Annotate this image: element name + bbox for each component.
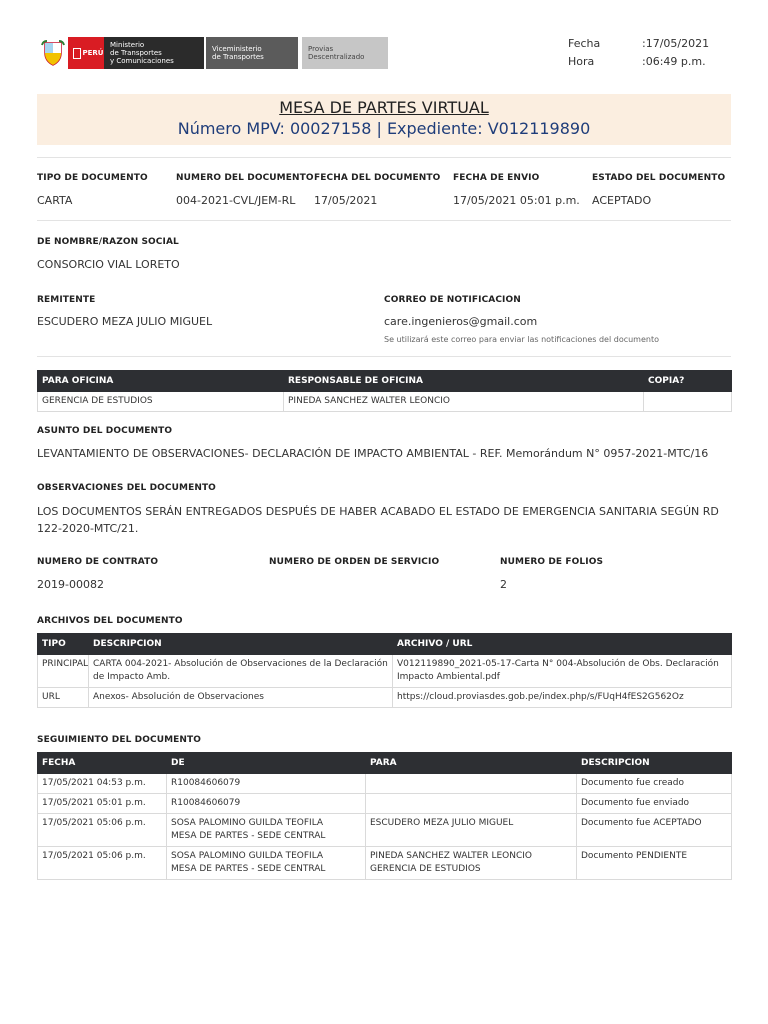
flag-icon [73, 48, 81, 59]
table-row [38, 794, 732, 814]
provias-block [302, 37, 388, 69]
peru-brand-block [68, 37, 104, 69]
page-subtitle: Número MPV: 00027158 | Expediente: V012119890 [177, 119, 591, 138]
estado-label: ESTADO DEL DOCUMENTO [592, 173, 726, 183]
estado-value: ACEPTADO [592, 194, 652, 207]
correo-note: Se utilizará este correo para enviar las notificaciones del documento [384, 335, 659, 344]
descripcion-cell: CARTA 004-2021- Absolución de Observaciones de la Declaración de Impacto Amb. [89, 655, 393, 688]
para-cell [366, 794, 577, 814]
responsable-cell: PINEDA SANCHEZ WALTER LEONCIO [284, 392, 644, 412]
fecha-cell: 17/05/2021 05:06 p.m. [38, 814, 167, 847]
divider [37, 220, 731, 221]
government-logo-bar [41, 37, 388, 69]
para-cell: PINEDA SANCHEZ WALTER LEONCIO GERENCIA DE ESTUDIOS [366, 847, 577, 880]
folios-value: 2 [500, 578, 507, 591]
copia-header: COPIA? [644, 371, 732, 392]
archivos-table [37, 633, 732, 708]
contrato-label: NUMERO DE CONTRATO [37, 557, 159, 567]
hora-header-label: Hora [568, 55, 595, 68]
seguimiento-label: SEGUIMIENTO DEL DOCUMENTO [37, 735, 202, 745]
archivos-label: ARCHIVOS DEL DOCUMENTO [37, 616, 183, 626]
para-cell [366, 774, 577, 794]
razon-social-value: CONSORCIO VIAL LORETO [37, 258, 180, 271]
descripcion-cell: Documento fue ACEPTADO [577, 814, 732, 847]
table-row [38, 847, 732, 880]
table-row [38, 814, 732, 847]
fecha-cell: 17/05/2021 05:01 p.m. [38, 794, 167, 814]
correo-label: CORREO DE NOTIFICACION [384, 295, 521, 305]
archivo-link[interactable]: V012119890_2021-05-17-Carta N° 004-Absolución de Obs. Declaración Impacto Ambiental.pdf [393, 655, 732, 688]
title-banner [37, 94, 731, 145]
fecha-doc-value: 17/05/2021 [314, 194, 378, 207]
table-row [38, 774, 732, 794]
ministry-block [104, 37, 204, 69]
archivo-header: ARCHIVO / URL [393, 634, 732, 655]
folios-label: NUMERO DE FOLIOS [500, 557, 604, 567]
descripcion-cell: Documento PENDIENTE [577, 847, 732, 880]
razon-social-label: DE NOMBRE/RAZON SOCIAL [37, 237, 179, 247]
remitente-value: ESCUDERO MEZA JULIO MIGUEL [37, 315, 213, 328]
viceministry-label: Viceministerio de Transportes [212, 45, 264, 61]
de-cell: R10084606079 [167, 774, 366, 794]
copia-cell [644, 392, 732, 412]
table-row [38, 655, 732, 688]
hora-header-value: :06:49 p.m. [642, 55, 706, 68]
tipo-cell: URL [38, 688, 89, 708]
peru-label: PERÚ [82, 49, 104, 57]
contrato-value: 2019-00082 [37, 578, 104, 591]
oficina-header: PARA OFICINA [38, 371, 284, 392]
viceministry-block [206, 37, 298, 69]
asunto-value: LEVANTAMIENTO DE OBSERVACIONES- DECLARACIÓN DE IMPACTO AMBIENTAL - REF. Memorándum N° 0957-2021-MTC/16 [37, 447, 709, 460]
numero-label: NUMERO DEL DOCUMENTO [176, 173, 314, 183]
descripcion-header: DESCRIPCION [577, 753, 732, 774]
divider [37, 157, 731, 158]
responsable-header: RESPONSABLE DE OFICINA [284, 371, 644, 392]
correo-value: care.ingenieros@gmail.com [384, 315, 538, 328]
de-cell: SOSA PALOMINO GUILDA TEOFILA MESA DE PARTES - SEDE CENTRAL [167, 847, 366, 880]
fecha-doc-label: FECHA DEL DOCUMENTO [314, 173, 441, 183]
fecha-header: FECHA [38, 753, 167, 774]
provias-label: Provias Descentralizado [308, 45, 365, 61]
descripcion-cell: Documento fue enviado [577, 794, 732, 814]
fecha-header-label: Fecha [568, 37, 601, 50]
tipo-cell: PRINCIPAL [38, 655, 89, 688]
para-header: PARA [366, 753, 577, 774]
envio-label: FECHA DE ENVIO [453, 173, 540, 183]
tipo-label: TIPO DE DOCUMENTO [37, 173, 148, 183]
tipo-header: TIPO [38, 634, 89, 655]
page-title: MESA DE PARTES VIRTUAL [279, 98, 489, 117]
oficina-table [37, 370, 732, 412]
ministry-label: Ministerio de Transportes y Comunicaciones [110, 41, 174, 65]
fecha-cell: 17/05/2021 04:53 p.m. [38, 774, 167, 794]
archivo-link[interactable]: https://cloud.proviasdes.gob.pe/index.php/s/FUqH4fES2G562Oz [393, 688, 732, 708]
de-cell: SOSA PALOMINO GUILDA TEOFILA MESA DE PARTES - SEDE CENTRAL [167, 814, 366, 847]
table-row [38, 688, 732, 708]
numero-value: 004-2021-CVL/JEM-RL [176, 194, 296, 207]
descripcion-cell: Documento fue creado [577, 774, 732, 794]
envio-value: 17/05/2021 05:01 p.m. [453, 194, 580, 207]
coat-of-arms-icon [41, 39, 65, 67]
observaciones-value: LOS DOCUMENTOS SERÁN ENTREGADOS DESPUÉS DE HABER ACABADO EL ESTADO DE EMERGENCIA SANITARIA SEGÚN RD 122-2020-MTC/21. [37, 505, 719, 535]
para-cell: ESCUDERO MEZA JULIO MIGUEL [366, 814, 577, 847]
de-header: DE [167, 753, 366, 774]
fecha-cell: 17/05/2021 05:06 p.m. [38, 847, 167, 880]
table-row [38, 392, 732, 412]
de-cell: R10084606079 [167, 794, 366, 814]
descripcion-header: DESCRIPCION [89, 634, 393, 655]
asunto-label: ASUNTO DEL DOCUMENTO [37, 426, 173, 436]
seguimiento-table [37, 752, 732, 880]
orden-label: NUMERO DE ORDEN DE SERVICIO [269, 557, 440, 567]
fecha-header-value: :17/05/2021 [642, 37, 710, 50]
oficina-cell: GERENCIA DE ESTUDIOS [38, 392, 284, 412]
divider [37, 356, 731, 357]
observaciones-label: OBSERVACIONES DEL DOCUMENTO [37, 483, 216, 493]
descripcion-cell: Anexos- Absolución de Observaciones [89, 688, 393, 708]
tipo-value: CARTA [37, 194, 73, 207]
remitente-label: REMITENTE [37, 295, 96, 305]
